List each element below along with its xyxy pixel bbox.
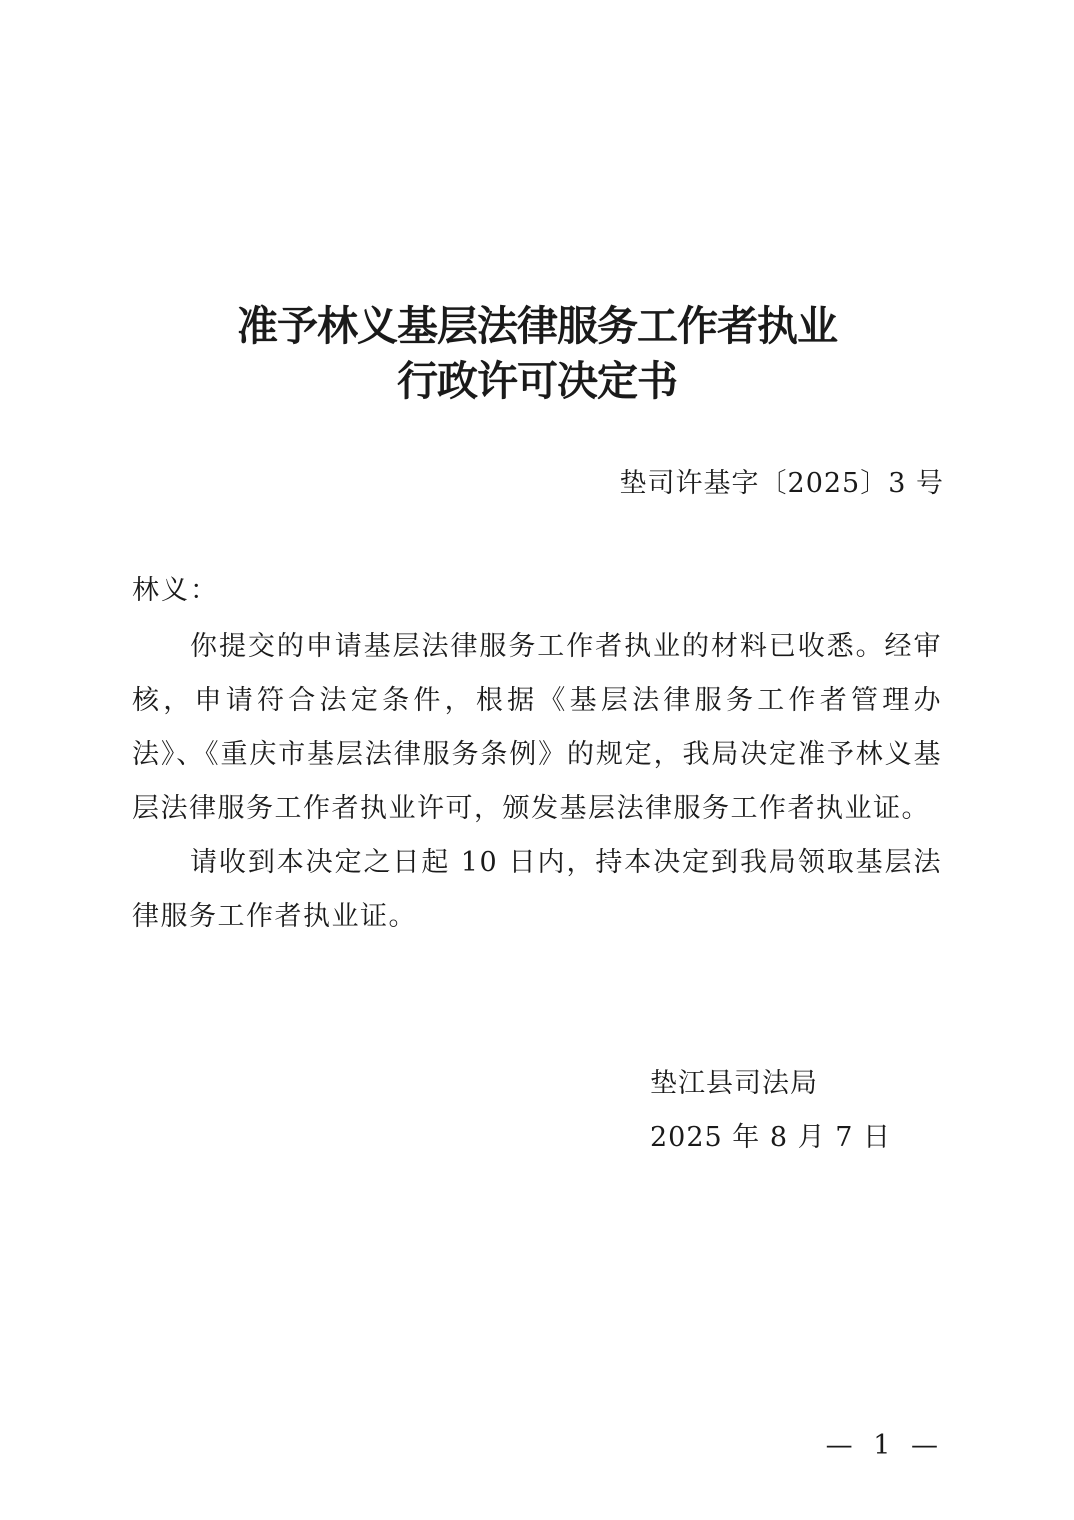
issue-date: 2025 年 8 月 7 日 [650, 1122, 891, 1153]
document-body [132, 620, 942, 944]
salutation: 林义： [132, 575, 219, 606]
signature-block [650, 1057, 891, 1165]
title-line-2: 行政许可决定书 [397, 357, 677, 405]
title-line-1: 准予林义基层法律服务工作者执业 [237, 302, 837, 350]
document-number: 垫司许基字〔2025〕3 号 [619, 468, 944, 499]
issuer-name: 垫江县司法局 [650, 1068, 818, 1099]
page-number: — 1 — [825, 1430, 944, 1461]
paragraph-2: 请收到本决定之日起 10 日内，持本决定到我局领取基层法律服务工作者执业证。 [132, 847, 942, 932]
paragraph-1: 你提交的申请基层法律服务工作者执业的材料已收悉。经审核，申请符合法定条件，根据《基层法律服务工作者管理办法》、《重庆市基层法律服务条例》的规定，我局决定准予林义基层法律服务工作者执业许可，颁发基层法律服务工作者执业证。 [132, 631, 942, 824]
